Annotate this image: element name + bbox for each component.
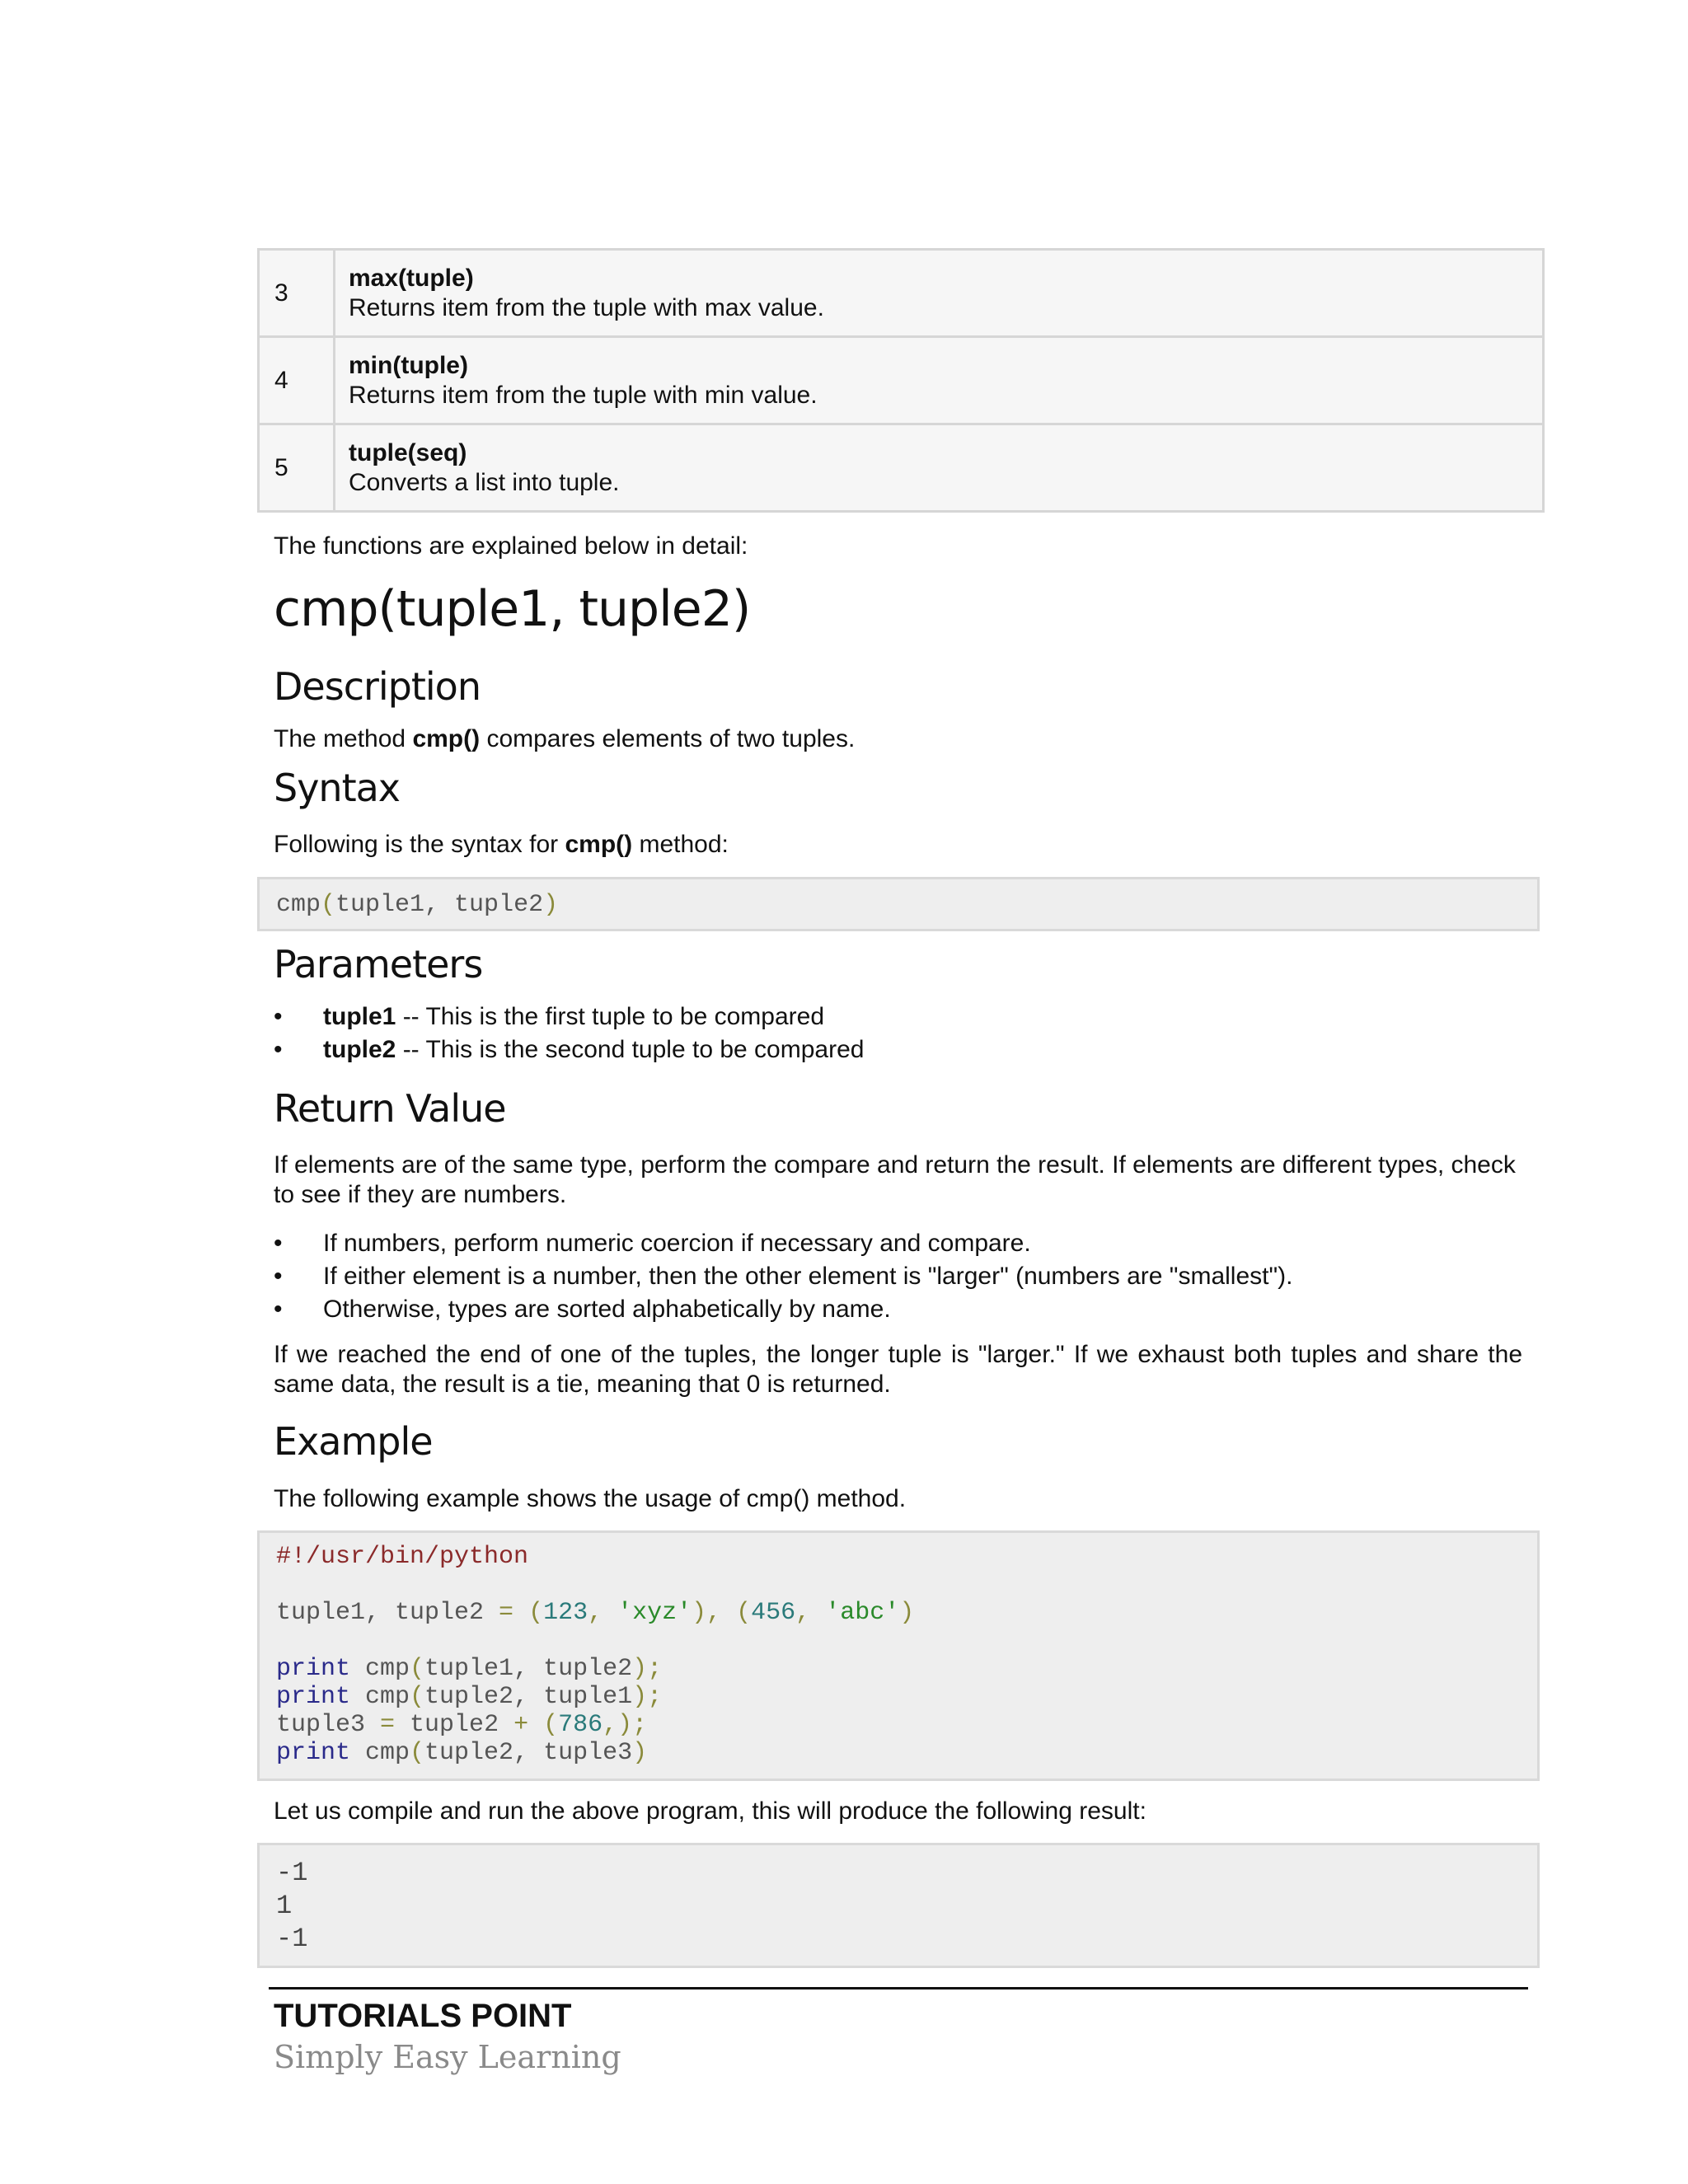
code-line — [276, 1711, 1537, 1739]
text-fragment: method: — [632, 831, 729, 858]
footer-divider — [269, 1987, 1528, 1990]
list-item: • Otherwise, types are sorted alphabetically by name. — [274, 1293, 1292, 1326]
code-token: tuple1, tuple2 — [424, 1655, 633, 1683]
method-name: cmp() — [565, 831, 633, 858]
code-token: = — [499, 1599, 514, 1627]
code-token: tuple1, tuple2 — [276, 1599, 499, 1627]
code-token: 'abc' — [825, 1599, 900, 1627]
return-value-list — [274, 1227, 1292, 1326]
code-token: cmp — [276, 891, 321, 919]
code-token: ) — [632, 1739, 648, 1767]
output-line: 1 — [276, 1891, 293, 1921]
code-token: ( — [410, 1655, 425, 1683]
code-token: ( — [321, 891, 336, 919]
functions-table — [257, 248, 1545, 513]
return-value-text: If elements are of the same type, perform the compare and return the result. If elements are different types, check to see if they are numbers. — [274, 1151, 1516, 1208]
code-token: ( — [410, 1739, 425, 1767]
function-name: min(tuple) — [349, 351, 468, 379]
row-description — [335, 424, 1544, 512]
parameters-list — [274, 1001, 864, 1066]
page-title: cmp(tuple1, tuple2) — [274, 580, 751, 638]
example-heading: Example — [274, 1419, 433, 1464]
row-number: 5 — [259, 424, 335, 512]
code-token: tuple2 — [395, 1711, 514, 1739]
code-token: ( — [543, 1711, 559, 1739]
code-line — [276, 1655, 1537, 1683]
result-intro: Let us compile and run the above program, this will produce the following result: — [274, 1797, 1146, 1825]
output-line: -1 — [276, 1858, 308, 1888]
code-token: tuple2, tuple1 — [424, 1683, 633, 1711]
intro-text: The functions are explained below in detail: — [274, 532, 748, 560]
code-token: ); — [632, 1655, 663, 1683]
list-item: • If either element is a number, then the other element is "larger" (numbers are "smallest"). — [274, 1260, 1292, 1293]
code-token: , — [795, 1599, 826, 1627]
code-token: print — [276, 1683, 351, 1711]
code-token: cmp — [350, 1683, 410, 1711]
output-line: -1 — [276, 1924, 308, 1954]
code-token: + — [513, 1711, 529, 1739]
list-item — [274, 1033, 864, 1066]
code-token: ), ( — [692, 1599, 752, 1627]
code-token: = — [380, 1711, 396, 1739]
output-block — [257, 1843, 1540, 1968]
code-line: #!/usr/bin/python — [276, 1543, 529, 1571]
function-name: tuple(seq) — [349, 438, 467, 466]
code-line — [276, 1627, 1537, 1655]
method-name: cmp() — [412, 725, 481, 752]
code-token: print — [276, 1739, 351, 1767]
code-token: cmp — [350, 1655, 410, 1683]
code-token: tuple2, tuple3 — [424, 1739, 633, 1767]
table-row — [259, 337, 1544, 424]
table-row — [259, 250, 1544, 337]
description-heading: Description — [274, 664, 481, 709]
description-text — [274, 724, 855, 754]
code-token: ) — [543, 891, 559, 919]
function-desc: Returns item from the tuple with max value. — [349, 293, 824, 321]
code-token: ); — [632, 1683, 663, 1711]
syntax-heading: Syntax — [274, 766, 401, 810]
footer-brand: TUTORIALS POINT — [274, 1998, 572, 2034]
example-code-block — [257, 1530, 1540, 1781]
code-token: ,); — [603, 1711, 648, 1739]
code-token: print — [276, 1655, 351, 1683]
example-intro: The following example shows the usage of cmp() method. — [274, 1485, 907, 1512]
code-line — [276, 1599, 1537, 1627]
row-number: 3 — [259, 250, 335, 337]
syntax-text — [274, 830, 729, 860]
code-line — [276, 1683, 1537, 1711]
param-desc: -- This is the second tuple to be compared — [396, 1036, 865, 1063]
code-line — [276, 1739, 1537, 1767]
text-fragment: The method — [274, 725, 413, 752]
code-token: cmp — [350, 1739, 410, 1767]
row-description — [335, 250, 1544, 337]
row-number: 4 — [259, 337, 335, 424]
parameters-heading: Parameters — [274, 942, 483, 987]
footer-tagline: Simply Easy Learning — [274, 2039, 621, 2075]
return-value-note: If we reached the end of one of the tuples, the longer tuple is "larger." If we exhaust both tuples and share the same data, the result is a tie, meaning that 0 is returned. — [274, 1341, 1522, 1398]
list-item — [274, 1001, 864, 1033]
return-value-heading: Return Value — [274, 1086, 506, 1131]
code-token — [528, 1711, 543, 1739]
param-name: tuple1 — [323, 1003, 396, 1030]
code-token: , — [588, 1599, 618, 1627]
code-token — [513, 1599, 528, 1627]
code-token: ) — [899, 1599, 915, 1627]
param-name: tuple2 — [323, 1036, 396, 1063]
code-token: ( — [528, 1599, 544, 1627]
list-item: • If numbers, perform numeric coercion if necessary and compare. — [274, 1227, 1292, 1260]
code-token: 786 — [558, 1711, 603, 1739]
text-fragment: Following is the syntax for — [274, 831, 565, 858]
code-line — [276, 891, 1537, 919]
code-token: 456 — [751, 1599, 796, 1627]
code-token: ( — [410, 1683, 425, 1711]
code-token: 'xyz' — [617, 1599, 692, 1627]
function-name: max(tuple) — [349, 264, 474, 292]
code-token: tuple1, tuple2 — [335, 891, 544, 919]
text-fragment: compares elements of two tuples. — [480, 725, 856, 752]
code-token: tuple3 — [276, 1711, 381, 1739]
function-desc: Returns item from the tuple with min value. — [349, 381, 818, 409]
code-token: 123 — [543, 1599, 588, 1627]
syntax-code-block — [257, 877, 1540, 931]
param-desc: -- This is the first tuple to be compared — [396, 1003, 825, 1030]
function-desc: Converts a list into tuple. — [349, 468, 620, 496]
code-line — [276, 1571, 1537, 1599]
table-row — [259, 424, 1544, 512]
row-description — [335, 337, 1544, 424]
